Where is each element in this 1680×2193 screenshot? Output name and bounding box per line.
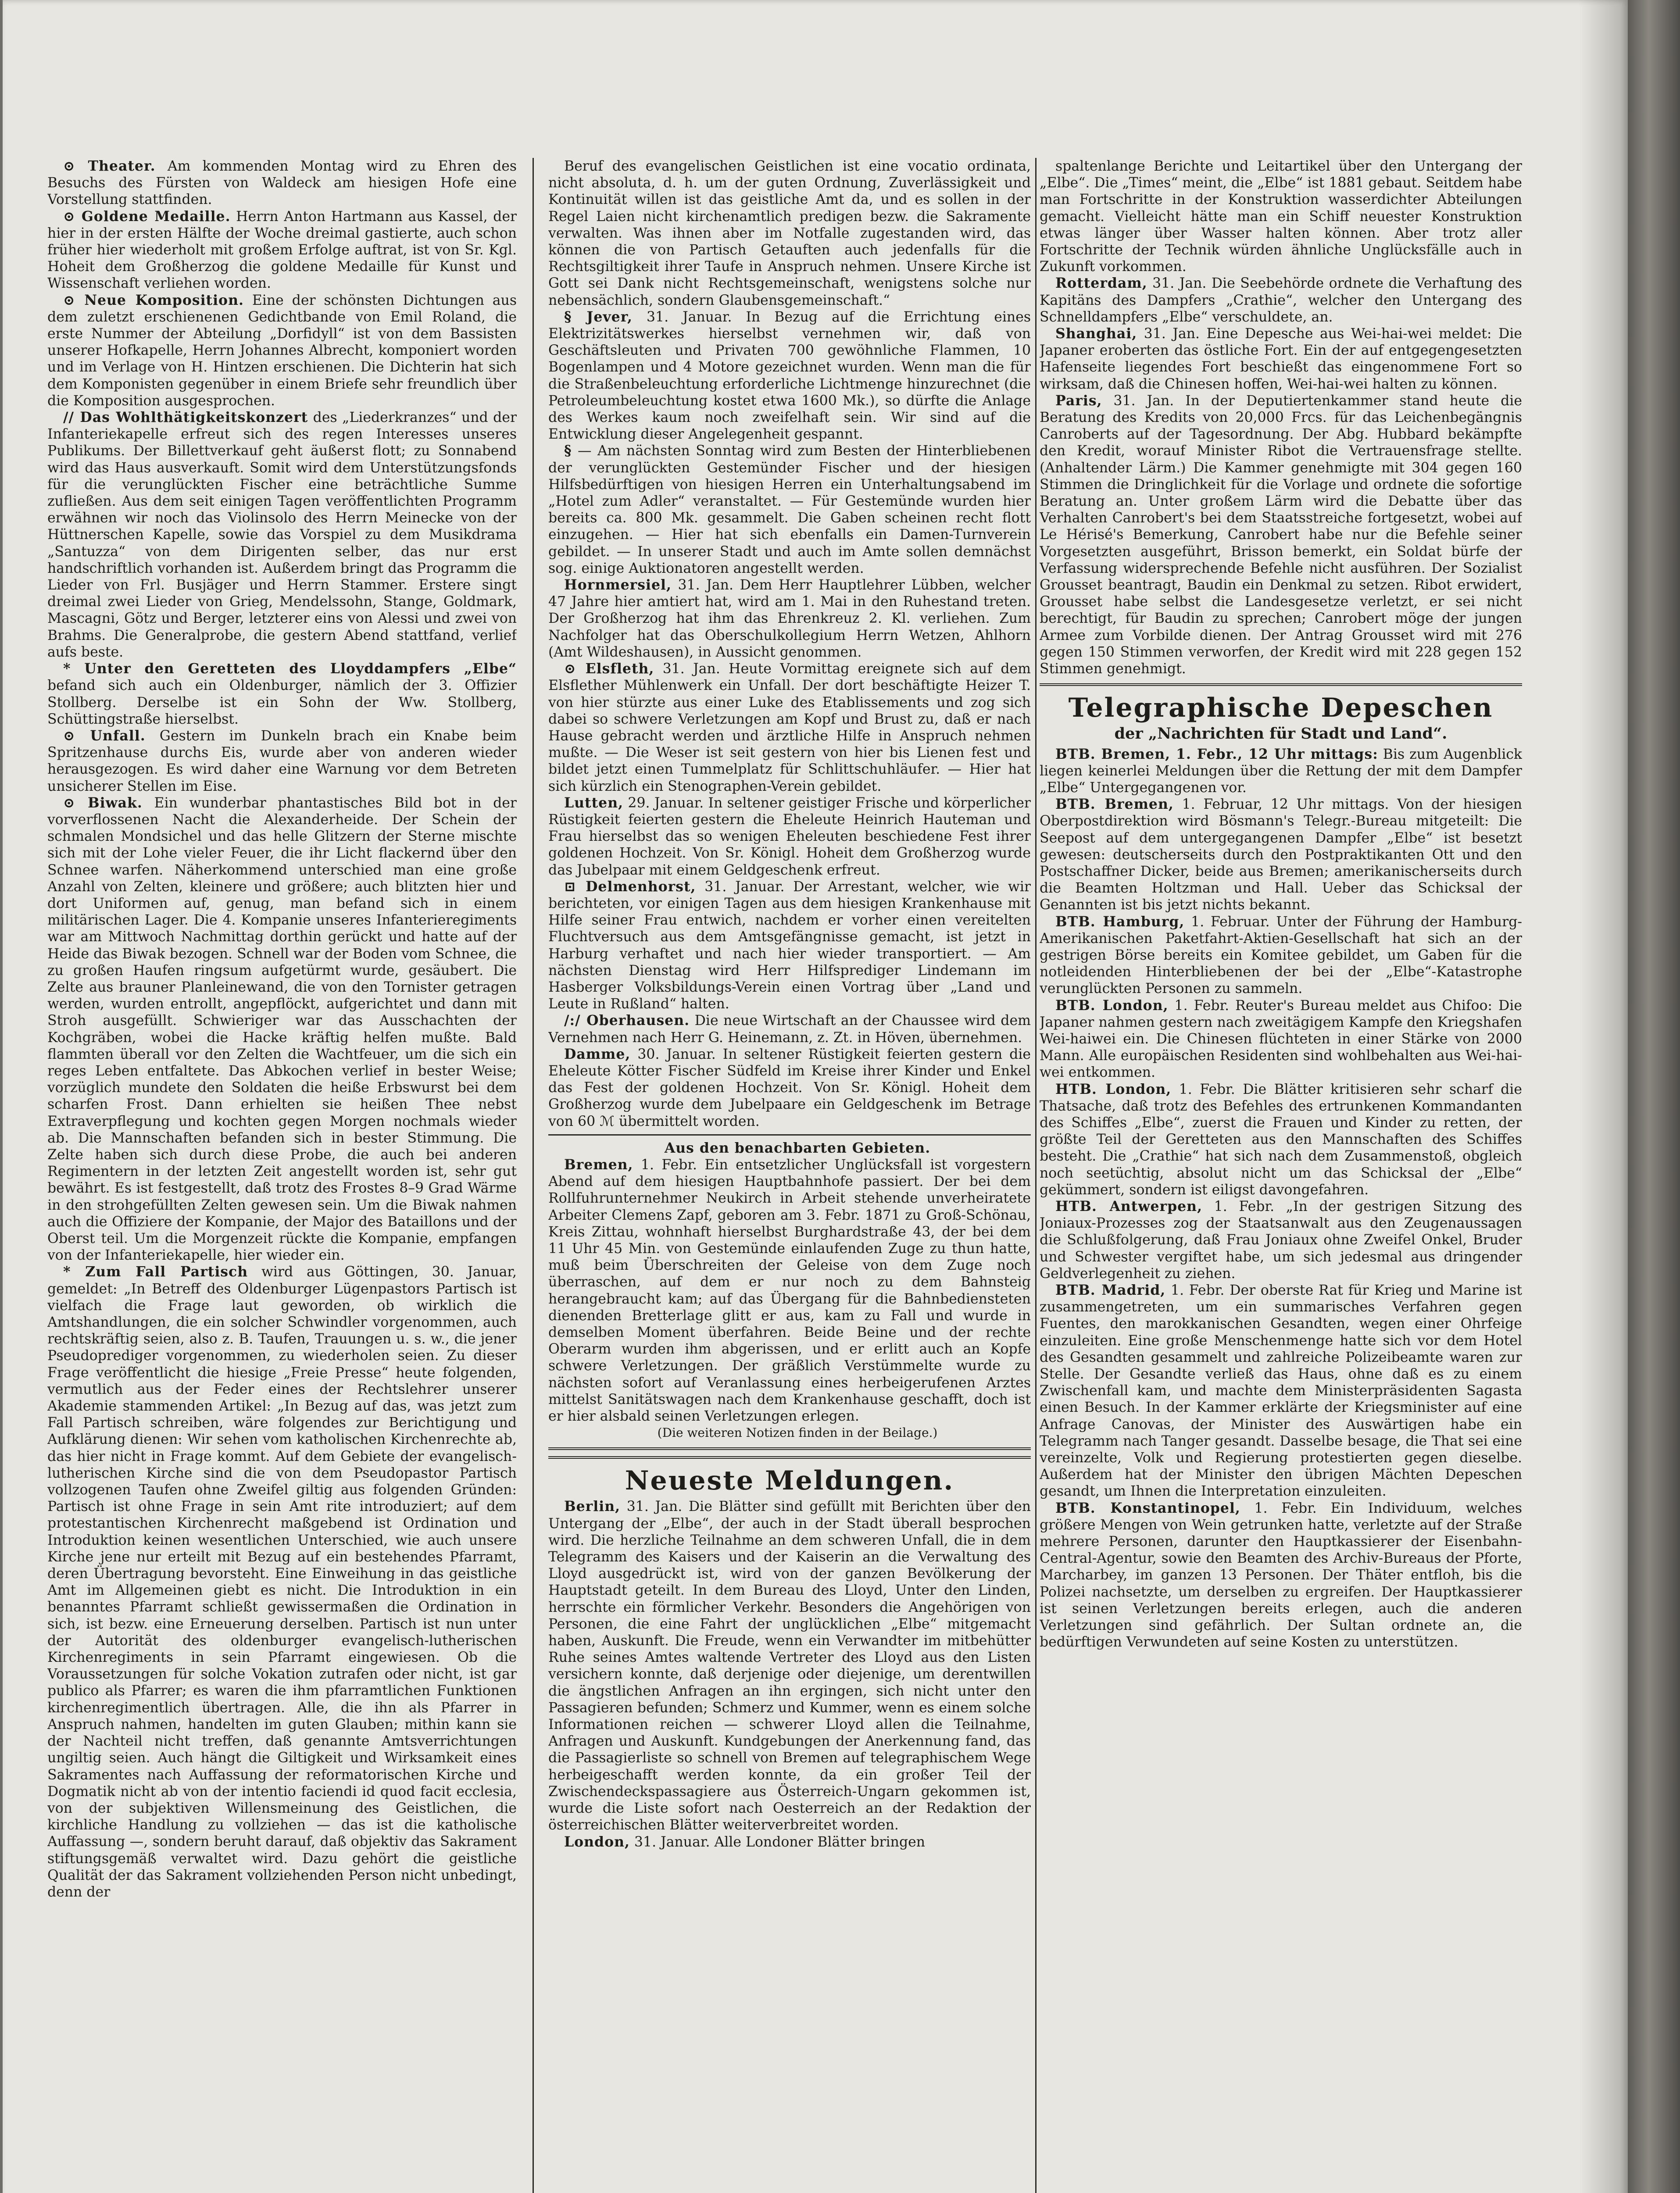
news-item xyxy=(1040,1198,1522,1282)
news-item xyxy=(548,577,1031,661)
news-item-text: 30. Januar. In seltener Rüstigkeit feierten gestern die Eheleute Kötter Fischer Südfeld im Kreise ihrer Kinder und Enkel das Fest der goldenen Hochzeit. Von Sr. Königl. Hoheit dem Großherzog wurde dem Jubelpaare ein Geldgeschenk im Betrage von 60 ℳ übermittelt worden. xyxy=(548,1046,1031,1129)
news-item-dateline: * Zum Fall Partisch xyxy=(63,1264,248,1280)
news-item xyxy=(1040,393,1522,677)
section-double-rule xyxy=(548,1456,1031,1459)
news-item-text: 1. Februar. Unter der Führung der Hamburg-Amerikanischen Paketfahrt-Aktien-Gesellschaft hat sich an der gestrigen Börse bereits ein Komitee gebildet, um Gaben für die notleidenden Hinterbliebenen der bei der „Elbe“-Katastrophe verunglückten Personen zu sammeln. xyxy=(1040,914,1522,997)
news-item-dateline: BTB. Madrid, xyxy=(1055,1282,1166,1298)
news-item xyxy=(1040,275,1522,325)
news-item-text: 31. Jan. Die Seebehörde ordnete die Verhaftung des Kapitäns des Dampfers „Crathie“, welcher den Untergang des Schnelldampfers „Elbe“ verschuldete, an. xyxy=(1040,275,1522,325)
news-item-dateline: * Unter den Geretteten des Lloyddampfers „Elbe“ xyxy=(63,661,517,677)
news-item xyxy=(548,1157,1031,1425)
news-item-text: Beruf des evangelischen Geistlichen ist eine vocatio ordinata, nicht absoluta, d. h. um der guten Ordnung, Zuverlässigkeit und Kontinuität willen ist das geistliche Amt da, und es sollen in der Regel Laien nicht kirchenamtlich predigen bezw. die Sakramente verwalten. Was ihnen aber im Notfalle zugestanden wird, das können die von Partisch Getauften auch jedenfalls für die Rechtsgiltigkeit ihrer Taufe in Anspruch nehmen. Unsere Kirche ist Gott sei Dank nicht Rechtsgemeinschaft, wenigstens solche nur nebensächlich, sondern Glaubensgemeinschaft.“ xyxy=(548,158,1031,308)
news-item-dateline: § xyxy=(564,443,572,459)
news-item-text: Ein wunderbar phantastisches Bild bot in der vorverflossenen Nacht die Alexanderheide. Der Schein der schmalen Mondsichel und das helle Glitzern der Sterne mischte sich mit der Lohe vieler Feuer, die ihr Licht flackernd über den Schnee warfen. Näherkommend unterschied man eine große Anzahl von Zelten, kleinere und größere; auch blitzten hier und dort Uniformen auf, genug, man befand sich in einem militärischen Lager. Die 4. Kompanie unseres Infanterieregiments war am Mittwoch Nachmittag dorthin gerückt und hatte auf der Heide das Biwak bezogen. Schnell war der Boden vom Schnee, die zu großen Haufen ringsum aufgetürmt wurde, gesäubert. Die Zelte aus brauner Planleinewand, die von den Tornister getragen werden, wurden entrollt, angepflöckt, aufgerichtet und dann mit Stroh ausgefüllt. Schwieriger war das Ausschachten der Kochgräben, wobei die Hacke kräftig helfen mußte. Bald flammten überall vor den Zelten die Wachtfeuer, um die sich ein reges Leben entfaltete. Das Abkochen verlief in bester Weise; vorzüglich mundete den Soldaten die heiße Erbswurst bei dem scharfen Frost. Dann erhielten sie heißen Thee nebst Extraverpflegung und kochten gegen Morgen nochmals wieder ab. Die Mannschaften befanden sich in bester Stimmung. Die Zelte haben sich durch diese Probe, die auch bei anderen Regimentern in der letzten Zeit angestellt worden ist, sehr gut bewährt. Es ist festgestellt, daß trotz des Frostes 8–9 Grad Wärme in den strohgefüllten Zelten gewesen sein. Um die Biwak nahmen auch die Offiziere der Kompanie, der Major des Bataillons und der Oberst teil. Um die Morgenzeit rückte die Kompanie, empfangen von der Infanteriekapelle, hier wieder ein. xyxy=(47,795,517,1264)
news-item-text: spaltenlange Berichte und Leitartikel über den Untergang der „Elbe“. Die „Times“ meint, die „Elbe“ ist 1881 gebaut. Seitdem habe man Fortschritte in der Konstruktion wasserdichter Abteilungen gemacht. Vielleicht hätte man ein Schiff neuester Konstruktion etwas länger über Wasser halten können. Aber trotz aller Fortschritte der Technik würden ähnliche Unglücksfälle auch in Zukunft vorkommen. xyxy=(1040,158,1522,275)
news-item-text: 31. Jan. Die Blätter sind gefüllt mit Berichten über den Untergang der „Elbe“, der auch in der Stadt überall besprochen wird. Die herzliche Teilnahme an dem schweren Unfall, die in dem Telegramm des Kaisers und der Kaiserin an die Verwaltung des Lloyd ausgedrückt ist, wird von der ganzen Bevölkerung der Hauptstadt geteilt. In dem Bureau des Lloyd, Unter den Linden, herrschte ein förmlicher Verkehr. Besonders die Angehörigen von Personen, die eine Fahrt der unglücklichen „Elbe“ mitgemacht haben, Auskunft. Die Freude, wenn ein Verwandter im mitbehütter Ruhe seines Amtes waltende Vertreter des Lloyd aus den Listen versichern konnte, daß derjenige oder diejenige, um derentwillen die ängstlichen Anfragen an ihn ergingen, sich nicht unter den Passagieren befunden; Schmerz und Kummer, wenn es einem solche Informationen reichen — schwerer Lloyd allen die Teilnahme, Anfragen und Auskunft. Kundgebungen der Anerkennung fand, das die Passagierliste so schnell von Bremen auf telegraphischem Wege herbeigeschafft werden konnte, da ein großer Teil der Zwischendeckspassagiere aus Österreich-Ungarn gekommen ist, wurde die Liste sofort nach Oesterreich an der Redaktion der österreichischen Blätter weiterverbreitet worden. xyxy=(548,1499,1031,1833)
news-item xyxy=(1040,1081,1522,1198)
news-item-text: 31. Januar. In Bezug auf die Errichtung eines Elektrizitätswerkes hierselbst vernehmen wir, daß von Geschäftsleuten und Privaten 700 gewöhnliche Flammen, 10 Bogenlampen und 4 Motore gezeichnet wurden. Wenn man die für die Straßenbeleuchtung erforderliche Lichtmenge hinzurechnet (die Petroleumbeleuchtung kostet etwa 1600 Mk.), so dürfte die Anlage des Werkes kaum noch zweifelhaft sein. Wir sind auf die Entwicklung dieser Angelegenheit gespannt. xyxy=(548,309,1031,443)
news-item-dateline: /:/ Oberhausen. xyxy=(564,1012,690,1029)
news-item-dateline: ⊙ Neue Komposition. xyxy=(63,292,244,308)
column-middle xyxy=(548,158,1031,2193)
news-item-dateline: BTB. Bremen, xyxy=(1055,796,1174,813)
news-item-text: 1. Febr. „In der gestrigen Sitzung des Joniaux-Prozesses zog der Staatsanwalt aus den Zeugenaussagen die Schlußfolgerung, daß Frau Joniaux ohne Zweifel Onkel, Bruder und Schwester vergiftet habe, um sich jedesmal aus dringender Geldverlegenheit zu ziehen. xyxy=(1040,1198,1522,1282)
news-item xyxy=(47,409,517,661)
news-item-dateline: // Das Wohlthätigkeitskonzert xyxy=(63,409,308,426)
news-item xyxy=(548,795,1031,879)
news-item-dateline: Hornmersiel, xyxy=(564,577,672,593)
continuation-note: (Die weiteren Notizen finden in der Beilage.) xyxy=(657,1425,938,1440)
news-item-dateline: Paris, xyxy=(1055,392,1102,409)
news-item xyxy=(548,158,1031,309)
news-item-dateline: BTB. London, xyxy=(1055,997,1169,1014)
news-item xyxy=(548,1834,1031,1850)
news-item-dateline: Shanghai, xyxy=(1055,325,1137,342)
news-item-text: wird aus Göttingen, 30. Januar, gemeldet: „In Betreff des Oldenburger Lügenpastors Partisch ist vielfach die Frage laut geworden, ob wirklich die Amtshandlungen, die ein solcher Schwindler vorgenommen, auch rechtskräftig seien, also z. B. Taufen, Trauungen u. s. w., die jener Pseudoprediger vorgenommen, zu wiederholen seien. Zu dieser Frage veröffentlicht die hiesige „Freie Presse“ heute folgenden, vermutlich aus der Feder eines der Rechtslehrer unserer Akademie stammenden Artikel: „In Bezug auf das, was jetzt zum Fall Partisch schreiben, wäre folgendes zur Berichtigung und Aufklärung dienen: Wir sehen vom katholischen Kirchenrechte ab, das hier nicht in Frage kommt. Auf dem Gebiete der evangelisch-lutherischen Kirche sind die von dem Pseudopastor Partisch vollzogenen Taufen ohne Zweifel giltig aus folgenden Gründen: Partisch ist ohne Frage in sein Amt rite introduziert; auf dem protestantischen Kirchenrecht maßgebend ist Ordination und Introduktion keinen wesentlichen Unterschied, wie auch unsere Kirche jene nur erteilt mit Bezug auf ein bestehendes Pfarramt, deren Übertragung bevorsteht. Eine Einweihung in das geistliche Amt im Allgemeinen giebt es nicht. Die Introduktion in ein benanntes Pfarramt schließt gewissermaßen die Ordination in sich, ist bezw. eine Erneuerung derselben. Partisch ist nun unter der Autorität des oldenburger evangelisch-lutherischen Kirchenregiments in sein Pfarramt eingewiesen. Ob die Voraussetzungen für solche Vokation zutrafen oder nicht, ist gar publico als Pfarrer; es waren die ihm pfarramtlichen Funktionen kirchenregimentlich übertragen. Alle, die ihn als Pfarrer in Anspruch nahmen, handelten im guten Glauben; mithin kann sie der Nachteil nicht treffen, daß genannte Amtsverrichtungen ungiltig seien. Auch hängt die Giltigkeit und Wirksamkeit eines Sakramentes nach Auffassung der reformatorischen Kirche und Dogmatik nicht ab von der intentio faciendi id quod facit ecclesia, von der subjektiven Willensmeinung des Geistlichen, die kirchliche Handlung zu vollziehen — das ist die katholische Auffassung —, sondern beruht darauf, daß objektiv das Sakrament stiftungsgemäß verwaltet wird. Dazu gehört die geistliche Qualität der das Sakrament vollziehenden Person nicht unbedingt, denn der xyxy=(47,1264,517,1900)
section-subtitle: der „Nachrichten für Stadt und Land“. xyxy=(1114,725,1448,743)
news-item-dateline: ⊙ Theater. xyxy=(63,158,156,174)
news-item-text: Gestern im Dunkeln brach ein Knabe beim Spritzenhause durchs Eis, wurde aber von anderen wieder herausgezogen. Es wird daher eine Warnung vor dem Betreten unsicherer Stellen im Eise. xyxy=(47,728,517,794)
news-item-dateline: ⊙ Unfall. xyxy=(63,727,146,744)
news-item-dateline: Bremen, xyxy=(564,1156,633,1173)
news-item-text: Eine der schönsten Dichtungen aus dem zuletzt erschienenen Gedichtbande von Emil Roland, die erste Nummer der Abteilung „Dorfidyll“ ist von dem Bassisten unserer Hofkapelle, Herrn Johannes Albrecht, komponiert worden und im Verlage von H. Hintzen erschienen. Die Dichterin hat sich dem Komponisten gegenüber in einem Briefe sehr freundlich über die Komposition ausgesprochen. xyxy=(47,292,517,409)
news-item xyxy=(47,158,517,208)
news-item-dateline: Berlin, xyxy=(564,1498,621,1515)
news-item-text: 31. Jan. In der Deputiertenkammer stand heute die Beratung des Kredits von 20,000 Frcs. für das Leichenbegängnis Canroberts auf der Tagesordnung. Der Abg. Hubbard bekämpfte den Kredit, worauf Minister Ribot die Vertrauensfrage stellte. (Anhaltender Lärm.) Die Kammer genehmigte mit 304 gegen 160 Stimmen die Dringlichkeit für die Vorlage und ordnete die sofortige Beratung an. Unter großem Lärm wird die Debatte über das Verhalten Canrobert's bei dem Staatsstreiche fortgesetzt, wobei auf Le Hérisé's Bemerkung, Canrobert habe nur die Befehle seiner Vorgesetzten ausgeführt, Brisson bemerkt, ein Soldat bürfe der Verfassung widersprechende Befehle nicht ausführen. Der Sozialist Grousset beantragt, Baudin ein Denkmal zu setzen. Ribot erwidert, Grousset habe selbst die Landesgesetze verletzt, er sei nicht berechtigt, für Baudin zu sprechen; Canrobert möge der jungen Armee zum Vorbilde dienen. Der Antrag Grousset wird mit 276 gegen 150 Stimmen verworfen, der Kredit wird mit 228 gegen 152 Stimmen genehmigt. xyxy=(1040,393,1522,677)
section-double-rule xyxy=(548,1447,1031,1450)
news-item xyxy=(548,309,1031,443)
news-item xyxy=(47,1264,517,1900)
news-item xyxy=(548,1012,1031,1046)
news-item-text: Am kommenden Montag wird zu Ehren des Besuchs des Fürsten von Waldeck am hiesigen Hofe eine Vorstellung stattfinden. xyxy=(47,158,517,208)
news-item-dateline: BTB. Bremen, 1. Febr., 12 Uhr mittags: xyxy=(1055,746,1378,762)
news-item-text: Herrn Anton Hartmann aus Kassel, der hier in der ersten Hälfte der Woche dreimal gastierte, auch schon früher hier wiederholt mit großem Erfolge auftrat, ist von Sr. Kgl. Hoheit dem Großherzog die goldene Medaille für Kunst und Wissenschaft verliehen worden. xyxy=(47,208,517,292)
news-item xyxy=(1040,158,1522,275)
news-item-text: 1. Febr. Der oberste Rat für Krieg und Marine ist zusammengetreten, um ein summarisches Verfahren gegen Fuentes, den marokkanischen Gesandten, wegen einer Ohrfeige einzuleiten. Eine große Menschenmenge hatte sich vor dem Hotel des Gesandten gesammelt und zahlreiche Polizeibeamte waren zur Stelle. Der Gesandte verließ das Haus, ohne daß es zu einem Zwischenfall kam, und machte dem Ministerpräsidenten Sagasta einen Besuch. In der Kammer erklärte der Kriegsminister auf eine Anfrage Canovas, der Minister des Auswärtigen habe ein Telegramm nach Tanger gesandt. Dasselbe besage, die That sei eine vereinzelte, Volk und Regierung protestierten gegen dieselbe. Außerdem hat der Minister den übrigen Mächten Depeschen gesandt, um Ihnen die Interpretation einzuleiten. xyxy=(1040,1282,1522,1500)
news-item xyxy=(47,208,517,292)
news-item xyxy=(548,661,1031,795)
column-rule xyxy=(533,158,534,2193)
news-item xyxy=(548,443,1031,577)
news-item xyxy=(1040,997,1522,1081)
news-item-dateline: BTB. Konstantinopel, xyxy=(1055,1500,1240,1516)
news-item-text: 29. Januar. In seltener geistiger Frische und körperlicher Rüstigkeit feierten gestern die Eheleute Heinrich Hauteman und Frau hierselbst das so wenigen Eheleuten beschiedene Fest ihrer goldenen Hochzeit. Von Sr. Königl. Hoheit dem Großherzog wurde das Jubelpaar mit einem Geldgeschenk erfreut. xyxy=(548,795,1031,878)
news-item xyxy=(47,661,517,728)
news-item-text: 1. Febr. Die Blätter kritisieren sehr scharf die Thatsache, daß trotz des Befehles des ertrunkenen Kommandanten des Schiffes „Elbe“, zuerst die Frauen und Kinder zu retten, der größte Teil der Geretteten aus den Mannschaften des Schiffes besteht. Die „Crathie“ hat sich nach dem Zusammenstoß, obgleich noch seetüchtig, absolut nicht um das Schicksal der „Elbe“ gekümmert, sondern ist eiligst davongefahren. xyxy=(1040,1081,1522,1198)
news-item xyxy=(1040,796,1522,913)
news-item xyxy=(1040,325,1522,393)
news-item-dateline: ⊡ Delmenhorst, xyxy=(564,878,696,895)
column-left xyxy=(47,158,517,2193)
news-item-text: 1. Febr. Ein entsetzlicher Unglücksfall ist vorgestern Abend auf dem hiesigen Hauptbahnhofe passiert. Der bei dem Rollfuhrunternehmer Neukirch in Arbeit stehende unverheiratete Arbeiter Clemens Zapf, geboren am 3. Febr. 1871 zu Groß-Schönau, Kreis Zittau, wohnhaft hierselbst Burghardstraße 43, der bei dem 11 Uhr 45 Min. von Gestemünde einlaufenden Zuge zu thun hatte, muß beim Überschreiten der Geleise von dem Zuge noch überraschen, auf dem er nur noch zu dem Bahnsteig herangebraucht kam; auf das Übergang für die Bahnbediensteten dienenden Bretterlage glitt er aus, kam zu Fall und wurde in demselben Moment überfahren. Beide Beine und der rechte Oberarm wurden ihm abgerissen, und er erlitt auch an Kopfe schwere Verletzungen. Der gräßlich Verstümmelte wurde zu nächsten sofort auf Veranlassung eines herbeigerufenen Arztes mittelst Sanitätswagen nach dem Krankenhause geschafft, doch ist er hier alsbald seinen Verletzungen erlegen. xyxy=(548,1157,1031,1425)
news-item-dateline: § Jever, xyxy=(564,308,633,325)
news-item-dateline: Damme, xyxy=(564,1046,631,1062)
news-item xyxy=(1040,746,1522,796)
news-item-text: 1. Februar, 12 Uhr mittags. Von der hiesigen Oberpostdirektion wird Bösmann's Telegr.-Bureau mitgeteilt: Die Seepost auf dem untergegangenen Dampfer „Elbe“ ist besetzt gewesen: deutscherseits durch den Postpraktikanten Ott und den Postschaffner Dicker, beide aus Bremen; amerikanischerseits durch die Beamten Holtzman und Hall. Ueber das Schicksal der Genannten ist bis jetzt nichts bekannt. xyxy=(1040,796,1522,913)
news-item xyxy=(1040,914,1522,997)
news-item xyxy=(548,1046,1031,1130)
news-item-dateline: ⊙ Elsfleth, xyxy=(564,661,654,677)
section-rule xyxy=(548,1134,1031,1136)
news-item xyxy=(1040,1282,1522,1500)
news-item-text: 1. Febr. Ein Individuum, welches größere Mengen von Wein getrunken hatte, verletzte auf der Straße mehrere Personen, darunter den Hauptkassierer der Eisenbahn-Central-Agentur, sowie den Beamten des Archiv-Bureaus der Pforte, Marcharbey, im ganzen 13 Personen. Der Thäter entfloh, bis die Polizei nachsetzte, um derselben zu ergreifen. Der Hauptkassierer ist seinen Verletzungen bereits erlegen, auch die anderen Verletzungen sind gefährlich. Der Sultan ordnete an, die bedürftigen Verwundeten auf seine Kosten zu unterstützen. xyxy=(1040,1500,1522,1650)
news-item-text: 31. Jan. Heute Vormittag ereignete sich auf dem Elsflether Mühlenwerk ein Unfall. Der dort beschäftigte Heizer T. von hier stürzte aus einer Luke des Etablissements und zog sich dabei so schwere Verletzungen am Kopf und Brust zu, daß er nach Hause gebracht werden und ärztliche Hilfe in Anspruch nehmen mußte. — Die Weser ist seit gestern von hier bis Lienen fest und bildet jetzt einen Tummelplatz für Schlittschuhläufer. — Hier hat sich kürzlich ein Stenographen-Verein gebildet. xyxy=(548,661,1031,794)
news-item-dateline: ⊙ Goldene Medaille. xyxy=(63,208,231,225)
section-title: Telegraphische Depeschen xyxy=(1068,693,1494,724)
news-item-text: des „Liederkranzes“ und der Infanteriekapelle erfreut sich des regen Interesses unseres Publikums. Der Billettverkauf geht äußerst flott; zu Sonnabend wird das Haus ausverkauft. Somit wird dem Unterstützungsfonds für die verunglückten Fischer eine beträchtliche Summe zufließen. Aus dem seit einigen Tagen veröffentlichten Programm erwähnen wir noch das Violinsolo des Herrn Meinecke von der Hüttnerschen Kapelle, sowie das Vorspiel zu dem Musikdrama „Santuzza“ von dem Dirigenten selber, das nur erst handschriftlich vorhanden ist. Außerdem bringt das Programm die Lieder von Frl. Busjäger und Herrn Stammer. Erstere singt dreimal zwei Lieder von Grieg, Mendelssohn, Stange, Goldmark, Mascagni, Götz und Berger, letzterer eins von Alessi und zwei von Brahms. Die Generalprobe, die gestern Abend stattfand, verlief aufs beste. xyxy=(47,410,517,660)
news-item-dateline: HTB. London, xyxy=(1055,1081,1172,1097)
news-item xyxy=(47,728,517,795)
news-item xyxy=(548,879,1031,1013)
news-item-dateline: London, xyxy=(564,1833,630,1850)
binding-strip xyxy=(1628,0,1680,2193)
news-item xyxy=(47,292,517,409)
news-item-text: — Am nächsten Sonntag wird zum Besten der Hinterbliebenen der verunglückten Gestemünder Fischer und der hiesigen Hilfsbedürftigen von hiesigen Herren ein Unterhaltungsabend im „Hotel zum Adler“ veranstaltet. — Für Gestemünde wurden hier bereits ca. 800 Mk. gesammelt. Die Gaben scheinen recht flott einzugehen. — Hier hat sich ebenfalls ein Damen-Turnverein gebildet. — In unserer Stadt und auch im Amte sollen demnächst sog. einige Auktionatoren angestellt werden. xyxy=(548,443,1031,576)
news-item-text: 31. Januar. Der Arrestant, welcher, wie wir berichteten, vor einigen Tagen aus dem hiesigen Krankenhause mit Hilfe seiner Frau entwich, nachdem er vorher einen vereitelten Fluchtversuch aus dem Amtsgefängnisse gemacht, ist jetzt in Harburg verhaftet und nach hier wieder transportiert. — Am nächsten Dienstag wird Herr Hilfsprediger Lindemann im Hasberger Volksbildungs-Verein einen Vortrag über „Land und Leute in Rußland“ halten. xyxy=(548,879,1031,1012)
section-double-rule xyxy=(1040,683,1522,686)
news-item-dateline: Rotterdam, xyxy=(1055,275,1147,292)
news-item-text: 31. Jan. Dem Herr Hauptlehrer Lübben, welcher 47 Jahre hier amtiert hat, wird am 1. Mai in den Ruhestand treten. Der Großherzog hat ihm das Ehrenkreuz 2. Kl. verliehen. Zum Nachfolger hat das Oberschulkollegium Herrn Wetzen, Ahlhorn (Amt Wildeshausen), in Aussicht genommen. xyxy=(548,577,1031,660)
news-item-text: 1. Febr. Reuter's Bureau meldet aus Chifoo: Die Japaner nahmen gestern nach zweitägigem Kampfe den Kriegshafen Wei-haiwei ein. Die Chinesen flüchteten in einer Stärke von 2000 Mann. Alle europäischen Residenten sind wohlbehalten aus Wei-hai-wei entkommen. xyxy=(1040,997,1522,1081)
news-item-dateline: HTB. Antwerpen, xyxy=(1055,1198,1203,1214)
news-item-text: 31. Jan. Eine Depesche aus Wei-hai-wei meldet: Die Japaner eroberten das östliche Fort. Ein der auf entgegengesetzten Hafenseite liegendes Fort beschießt das eingenommene Fort so wirksam, daß die Chinesen hoffen, Wei-hai-wei halten zu können. xyxy=(1040,326,1522,392)
news-item-dateline: ⊙ Biwak. xyxy=(63,794,143,811)
column-right xyxy=(1040,158,1522,2193)
news-item-text: Die neue Wirtschaft an der Chaussee wird dem Vernehmen nach Herr G. Heinemann, z. Zt. in Höven, übernehmen. xyxy=(548,1013,1031,1046)
section-title: Neueste Meldungen. xyxy=(625,1465,954,1497)
page-edge-shadow xyxy=(1579,0,1628,2193)
section-heading: Aus den benachbarten Gebieten. xyxy=(664,1139,931,1156)
news-item-dateline: Lutten, xyxy=(564,794,624,811)
news-item-text: Bis zum Augenblick liegen keinerlei Meldungen über die Rettung der mit dem Dampfer „Elbe“ Untergegangenen vor. xyxy=(1040,746,1522,796)
news-item-text: 31. Januar. Alle Londoner Blätter bringen xyxy=(634,1834,926,1850)
column-rule xyxy=(1035,158,1037,2193)
news-item-dateline: BTB. Hamburg, xyxy=(1055,913,1185,930)
news-item xyxy=(548,1498,1031,1833)
news-item xyxy=(1040,1500,1522,1651)
news-item xyxy=(47,795,517,1264)
news-item-text: befand sich auch ein Oldenburger, nämlich der 3. Offizier Stollberg. Derselbe ist ein Sohn der Ww. Stollberg, Schüttingstraße hierselbst. xyxy=(47,678,517,727)
